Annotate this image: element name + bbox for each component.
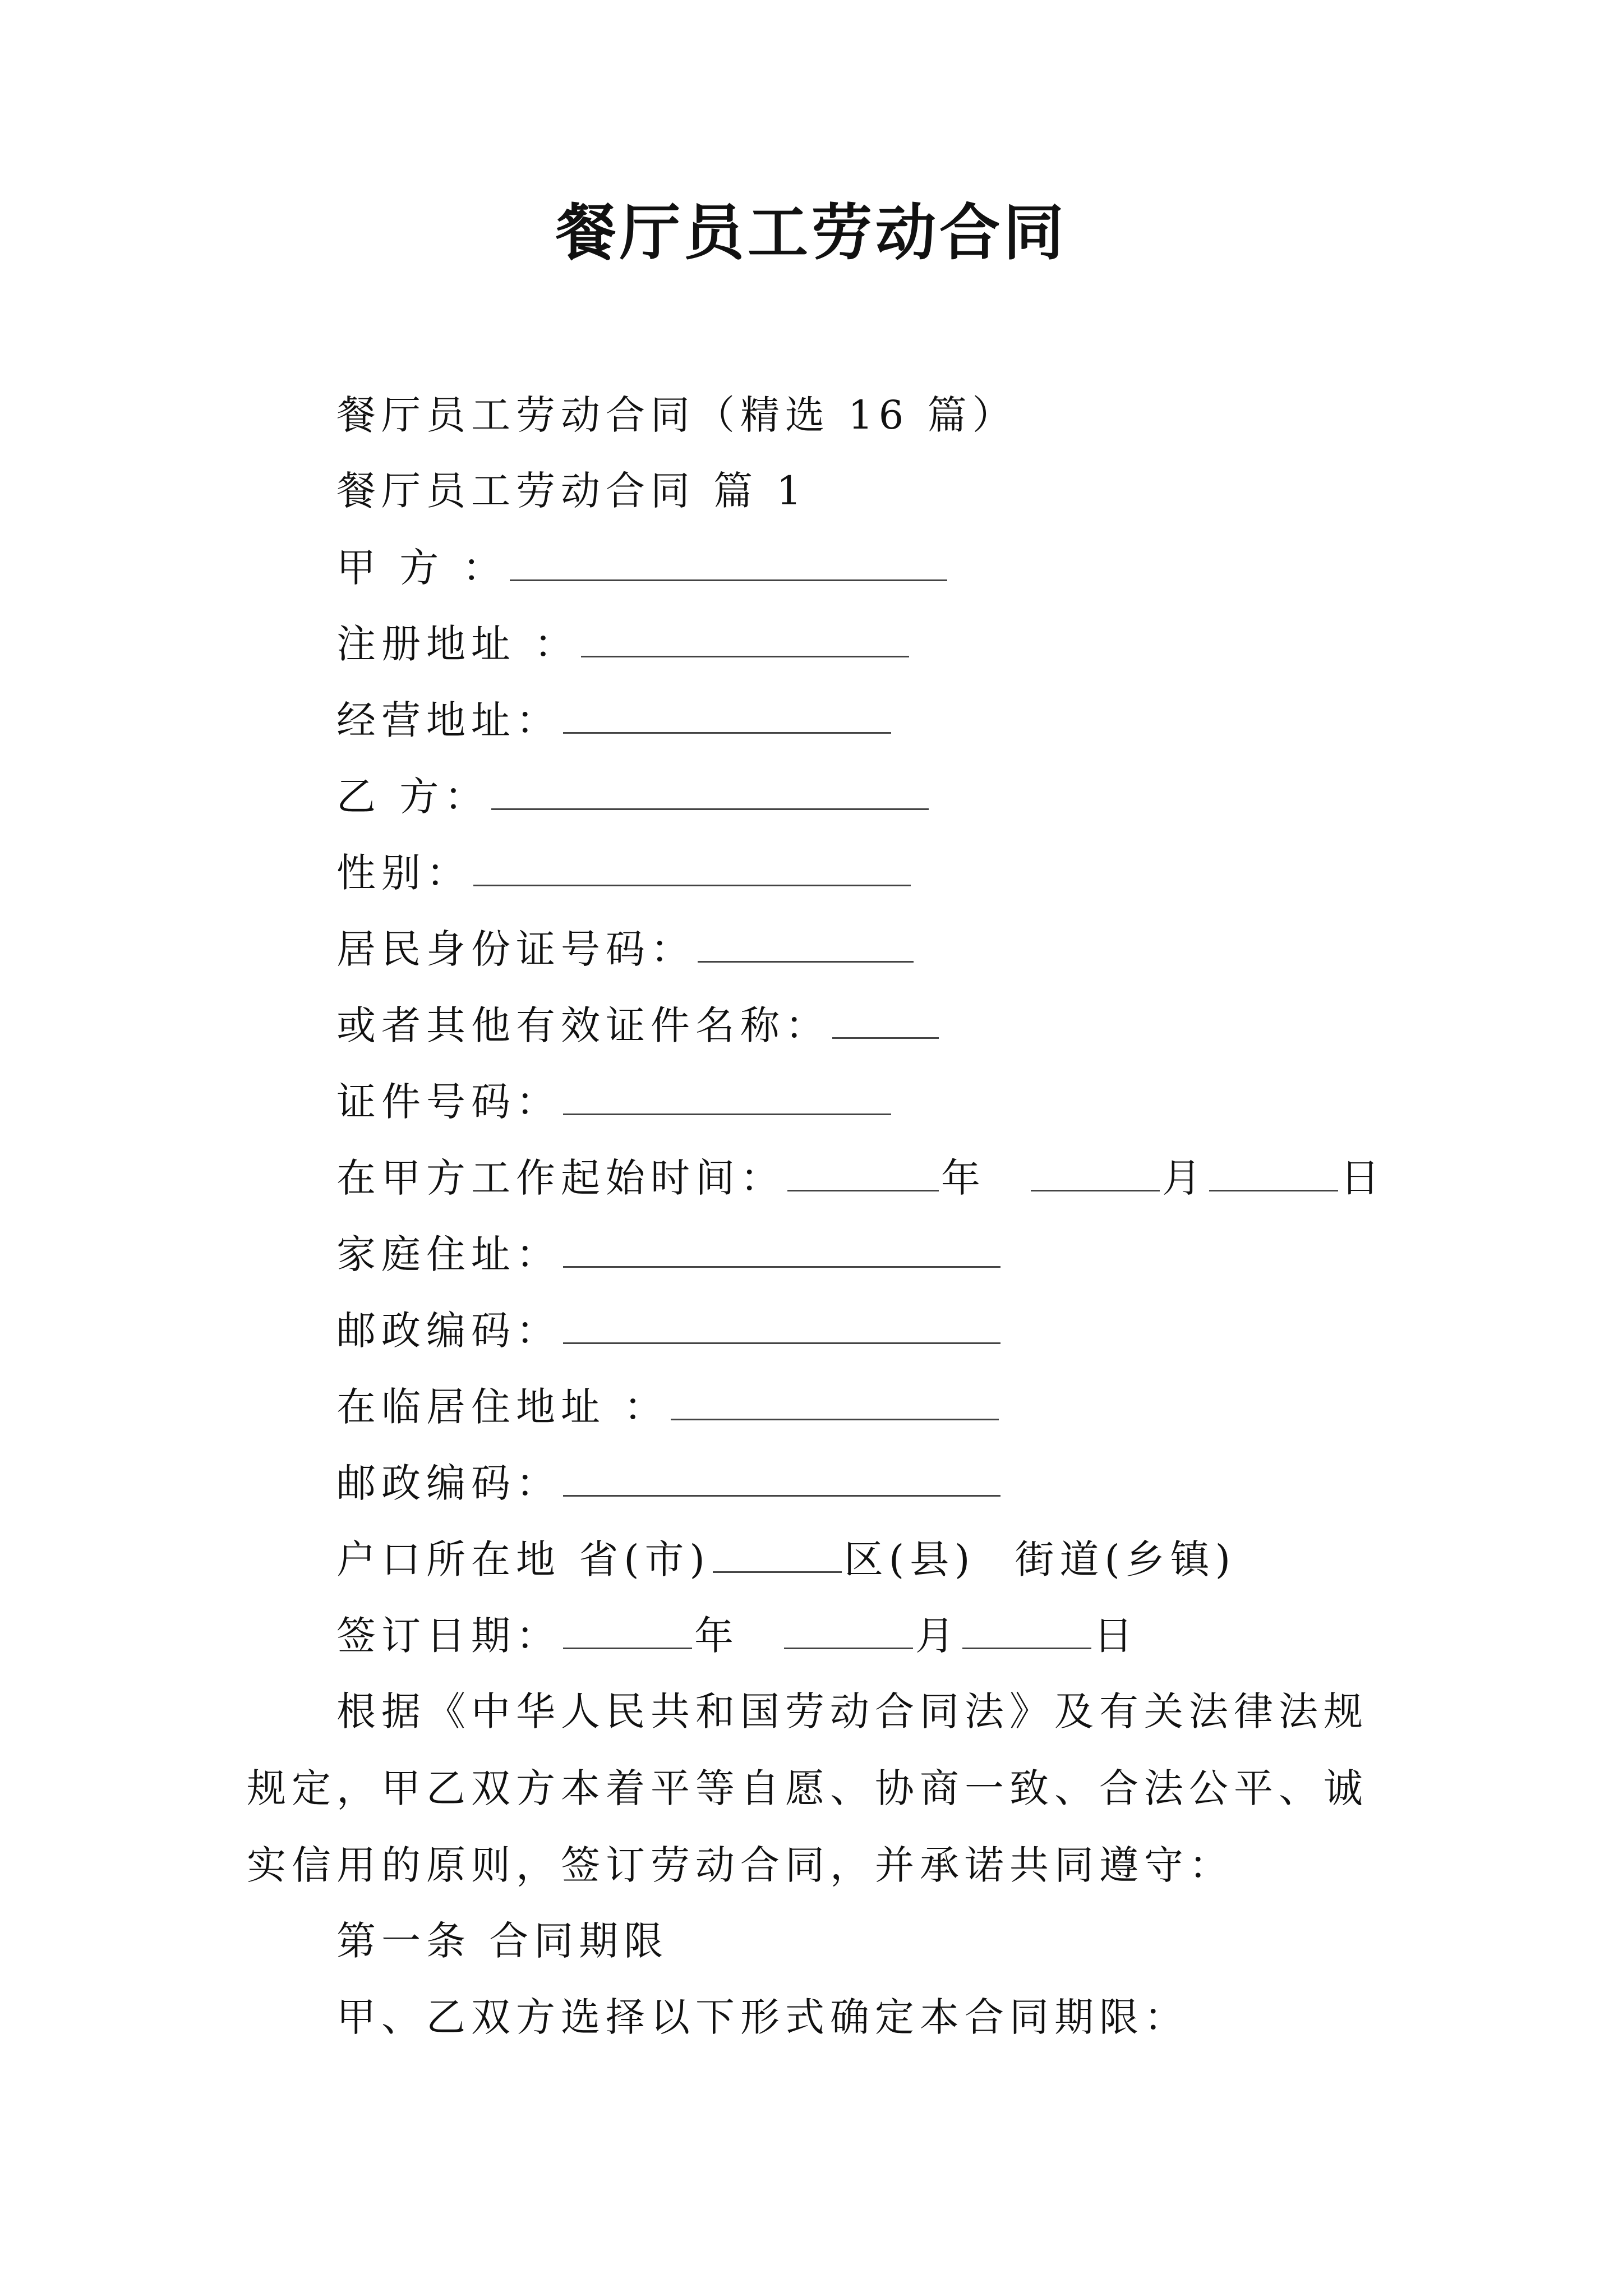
- postcode1-label: 邮政编码：: [336, 1308, 561, 1354]
- biz-address-row: [336, 692, 893, 748]
- hukou-district-blank[interactable]: [713, 1532, 842, 1573]
- hukou-district: 区(县): [843, 1536, 976, 1582]
- start-time-row: [336, 1150, 1385, 1206]
- postcode1-blank[interactable]: [563, 1303, 1000, 1344]
- biz-address-blank[interactable]: [563, 693, 891, 734]
- reg-address-row: [336, 616, 911, 672]
- party-a-blank[interactable]: [510, 540, 947, 581]
- reg-address-blank[interactable]: [581, 616, 909, 657]
- id-number-label: 居民身份证号码：: [336, 926, 695, 972]
- sign-year-blank[interactable]: [563, 1608, 692, 1649]
- cert-number-label: 证件号码：: [336, 1079, 561, 1125]
- start-year-blank[interactable]: [787, 1151, 939, 1191]
- temp-address-blank[interactable]: [671, 1379, 999, 1420]
- sign-month-blank[interactable]: [784, 1608, 913, 1649]
- gender-row: [336, 845, 913, 901]
- start-month-blank[interactable]: [1031, 1151, 1160, 1191]
- sign-day-blank[interactable]: [962, 1608, 1091, 1649]
- party-b-row: [336, 769, 931, 825]
- postcode2-row: [336, 1455, 1003, 1511]
- hukou-label: 户口所在地 省(市): [336, 1536, 711, 1582]
- start-day-blank[interactable]: [1209, 1151, 1338, 1191]
- preamble-paragraph: [247, 1673, 1385, 1904]
- home-address-label: 家庭住址：: [336, 1231, 561, 1277]
- start-time-label: 在甲方工作起始时间：: [336, 1155, 785, 1201]
- document-title: 餐厅员工劳动合同: [555, 197, 1067, 268]
- postcode2-label: 邮政编码：: [336, 1460, 561, 1506]
- subtitle: 餐厅员工劳动合同（精选 16 篇）: [336, 392, 1017, 438]
- reg-address-label: 注册地址 ：: [336, 621, 579, 667]
- article1-title: 第一条 合同期限: [336, 1918, 669, 1964]
- article1-text: 甲、乙双方选择以下形式确定本合同期限：: [336, 1994, 1189, 2040]
- sign-year-unit: 年: [694, 1613, 739, 1659]
- postcode2-blank[interactable]: [563, 1456, 1000, 1497]
- hukou-street: 街道(乡镇): [1015, 1536, 1237, 1582]
- id-number-blank[interactable]: [698, 922, 914, 963]
- other-cert-row: [336, 997, 941, 1053]
- id-number-row: [336, 921, 916, 977]
- other-cert-blank[interactable]: [832, 998, 939, 1039]
- chapter-heading: 餐厅员工劳动合同 篇 1: [336, 468, 808, 514]
- start-month-unit: 月: [1162, 1155, 1207, 1201]
- party-b-label: 乙 方：: [336, 774, 490, 820]
- preamble-text: 根据《中华人民共和国劳动合同法》及有关法律法规规定，甲乙双方本着平等自愿、协商一致、合法公平、诚实信用的原则，签订劳动合同，并承诺共同遵守：: [247, 1688, 1368, 1888]
- party-a-row: [336, 540, 949, 596]
- home-address-blank[interactable]: [563, 1227, 1000, 1268]
- home-address-row: [336, 1226, 1003, 1282]
- biz-address-label: 经营地址：: [336, 697, 561, 743]
- start-day-unit: 日: [1340, 1155, 1385, 1201]
- temp-address-label: 在临居住地址 ：: [336, 1384, 669, 1430]
- gender-label: 性别：: [336, 850, 471, 896]
- sign-day-unit: 日: [1094, 1613, 1138, 1659]
- sign-month-unit: 月: [915, 1613, 960, 1659]
- party-a-label: 甲 方 ：: [336, 545, 508, 591]
- sign-date-row: [336, 1608, 1138, 1664]
- gender-blank[interactable]: [473, 845, 911, 886]
- other-cert-label: 或者其他有效证件名称：: [336, 1002, 830, 1048]
- cert-number-blank[interactable]: [563, 1074, 891, 1115]
- start-year-unit: 年: [941, 1155, 986, 1201]
- postcode1-row: [336, 1303, 1003, 1359]
- temp-address-row: [336, 1379, 1001, 1435]
- sign-date-label: 签订日期：: [336, 1613, 561, 1659]
- party-b-blank[interactable]: [491, 769, 929, 810]
- cert-number-row: [336, 1074, 893, 1130]
- hukou-row: [336, 1531, 1236, 1588]
